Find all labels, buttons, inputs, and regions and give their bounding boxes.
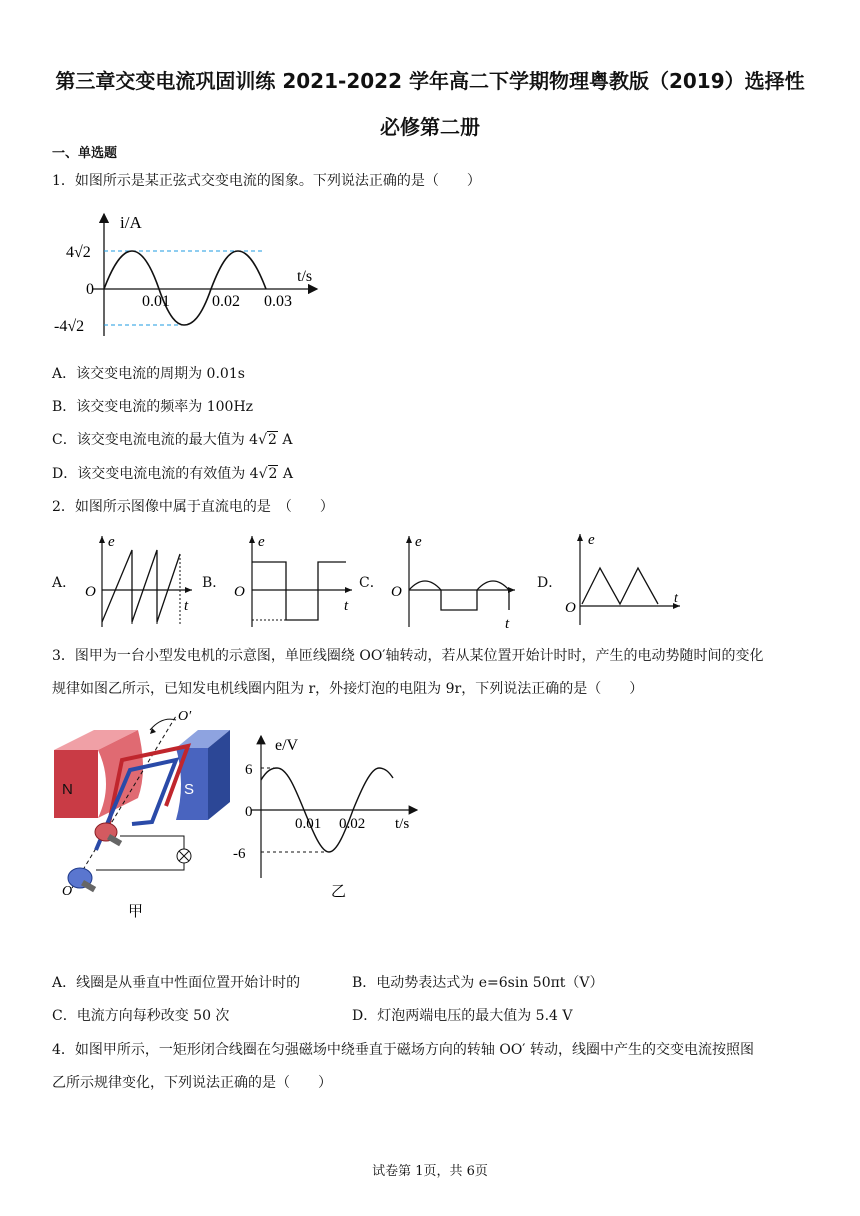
q3-stem-line-2: 规律如图乙所示，已知发电机线圈内阻为 r，外接灯泡的电阻为 9r，下列说法正确的是（ ） bbox=[52, 681, 644, 697]
q3-option-d: D．灯泡两端电压的最大值为 5.4 V bbox=[352, 1008, 573, 1024]
q2-d-origin: O bbox=[565, 600, 576, 616]
q1-tick-002: 0.02 bbox=[212, 293, 240, 310]
q3-y-max-label: 6 bbox=[245, 762, 253, 778]
q1-y-max-label: 4√2 bbox=[66, 244, 91, 261]
q2-graph-d bbox=[562, 530, 687, 630]
q2-c-origin: O bbox=[391, 584, 402, 600]
q3-x-axis-label: t/s bbox=[395, 816, 410, 832]
q4-stem-line-2: 乙所示规律变化，下列说法正确的是（ ） bbox=[52, 1075, 332, 1091]
q1-option-d-root: 2 bbox=[268, 466, 278, 482]
q3-tick-002: 0.02 bbox=[339, 816, 366, 832]
q2-stem: 2．如图所示图像中属于直流电的是 （ ） bbox=[52, 499, 334, 515]
q1-x-axis-label: t/s bbox=[297, 268, 313, 285]
fig-yi-caption: 乙 bbox=[331, 882, 347, 900]
q2-c-axis-e: e bbox=[415, 534, 422, 550]
q1-y-axis-label: i/A bbox=[120, 213, 142, 232]
sqrt-symbol: √2 bbox=[258, 466, 278, 482]
q2-c-axis-t: t bbox=[505, 616, 510, 632]
q2-b-square-wave bbox=[252, 562, 346, 620]
title-line-1: 第三章交变电流巩固训练 2021-2022 学年高二下学期物理粤教版（2019）选择性 bbox=[55, 69, 805, 93]
q1-y-min-label: -4√2 bbox=[54, 318, 85, 335]
q3-emf-graph bbox=[225, 728, 425, 903]
page-footer: 试卷第 1页，共 6页 bbox=[372, 1164, 488, 1179]
q2-graph-b bbox=[228, 532, 358, 632]
q1-option-d-unit: A bbox=[278, 466, 293, 482]
q3-option-a: A．线圈是从垂直中性面位置开始计时的 bbox=[52, 975, 301, 991]
q2-a-axis-t: t bbox=[184, 598, 189, 614]
q2-d-axis-t: t bbox=[674, 591, 678, 606]
q2-graph-a bbox=[80, 532, 195, 632]
sqrt-symbol: √2 bbox=[258, 432, 277, 448]
q3-tick-001: 0.01 bbox=[295, 816, 322, 832]
q1-option-c bbox=[52, 430, 292, 450]
q1-option-d bbox=[52, 464, 293, 484]
magnet-n-label: N bbox=[62, 781, 73, 798]
q2-b-axis-e: e bbox=[258, 534, 265, 550]
q2-graph-c bbox=[385, 532, 520, 632]
axis-o-label: O bbox=[62, 884, 73, 899]
q1-stem: 1．如图所示是某正弦式交变电流的图象。下列说法正确的是（ ） bbox=[52, 173, 481, 189]
q3-stem-line-1: 3．图甲为一台小型发电机的示意图，单匝线圈绕 OO′轴转动，若从某位置开始计时时，产生的电动势随时间的变化 bbox=[52, 648, 764, 664]
q1-option-c-unit: A bbox=[277, 432, 293, 448]
q1-option-c-root: 2 bbox=[268, 432, 277, 448]
fig-jia-caption: 甲 bbox=[128, 902, 144, 920]
q2-a-sawtooth bbox=[102, 550, 180, 622]
q2-label-b: B． bbox=[202, 575, 227, 591]
q2-c-mixed-wave bbox=[409, 581, 509, 610]
q3-option-c: C．电流方向每秒改变 50 次 bbox=[52, 1008, 230, 1024]
q3-y-min-label: -6 bbox=[233, 846, 246, 862]
magnet-s-label: S bbox=[184, 781, 195, 798]
q1-origin-label: 0 bbox=[86, 281, 94, 298]
q3-y-axis-label: e/V bbox=[275, 737, 299, 754]
q1-tick-003: 0.03 bbox=[264, 293, 292, 310]
q3-generator-diagram bbox=[48, 710, 253, 920]
axis-o-prime-label: O′ bbox=[178, 710, 192, 724]
q2-label-a: A． bbox=[52, 575, 77, 591]
q1-tick-001: 0.01 bbox=[142, 293, 170, 310]
q2-a-origin: O bbox=[85, 584, 96, 600]
q2-d-triangle-wave bbox=[582, 568, 658, 604]
title-line-2: 必修第二册 bbox=[380, 115, 480, 139]
q4-stem-line-1: 4．如图甲所示，一矩形闭合线圈在匀强磁场中绕垂直于磁场方向的转轴 OO′ 转动，线圈中产生的交变电流按照图 bbox=[52, 1042, 754, 1058]
q1-option-c-text: C．该交变电流电流的最大值为 4 bbox=[52, 432, 259, 448]
q1-option-b: B．该交变电流的频率为 100Hz bbox=[52, 399, 254, 415]
document-title bbox=[20, 58, 840, 150]
q3-origin-label: 0 bbox=[245, 804, 253, 820]
q2-label-c: C． bbox=[359, 575, 384, 591]
q1-current-graph bbox=[52, 208, 342, 343]
q3-option-b: B．电动势表达式为 e=6sin 50πt（V） bbox=[352, 975, 604, 991]
q2-b-origin: O bbox=[234, 584, 245, 600]
q2-a-axis-e: e bbox=[108, 534, 115, 550]
q1-option-a: A．该交变电流的周期为 0.01s bbox=[52, 366, 245, 382]
q2-b-axis-t: t bbox=[344, 598, 349, 614]
q2-d-axis-e: e bbox=[588, 532, 595, 548]
q1-sine-curve bbox=[104, 251, 266, 325]
q2-label-d: D． bbox=[537, 575, 563, 591]
q1-option-d-text: D．该交变电流电流的有效值为 4 bbox=[52, 466, 259, 482]
section-heading: 一、单选题 bbox=[52, 146, 118, 161]
